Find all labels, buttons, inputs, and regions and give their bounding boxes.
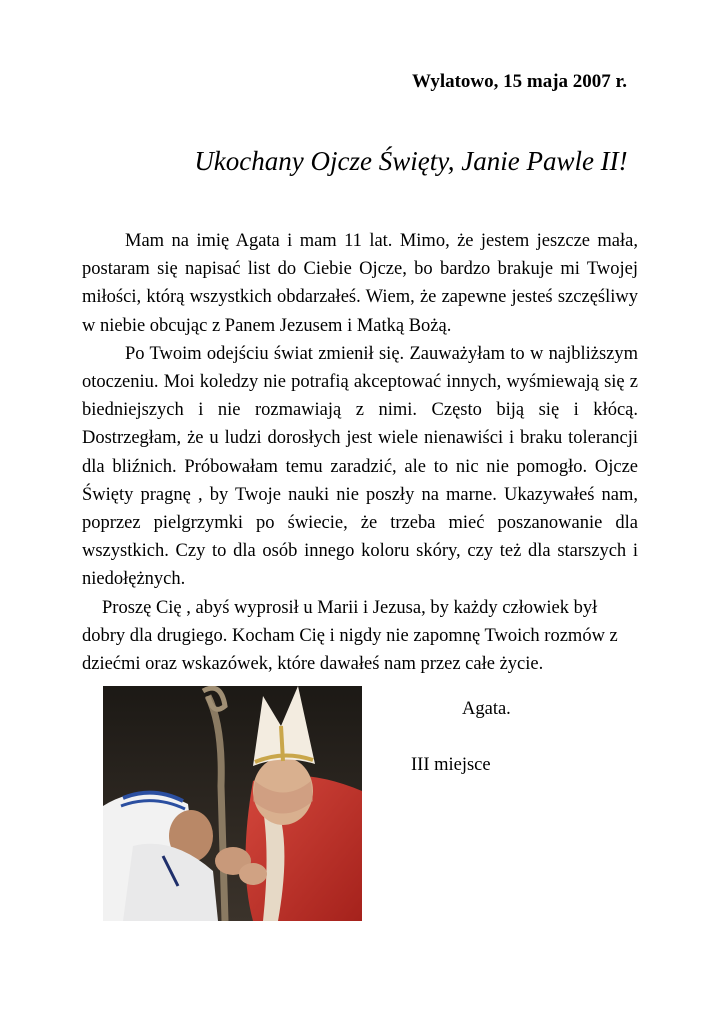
paragraph-3: Proszę Cię , abyś wyprosił u Marii i Jezusa, by każdy człowiek był dobry dla drugiego. Kocham Cię i nigdy nie zapomnę Twoich rozmów z dziećmi oraz wskazówek, które dawałeś nam przez całe życie. (82, 597, 618, 675)
paragraph-2: Po Twoim odejściu świat zmienił się. Zauważyłam to w najbliższym otoczeniu. Moi koledzy nie potrafią akceptować innych, wyśmiewają się z biedniejszych i nie rozmawiają z nimi. Często biją się i kłócą. Dostrzegłam, że u ludzi dorosłych jest wiele nienawiści i braku tolerancji dla bliźnich. Próbowałam temu zaradzić, ale to nic nie pomogło. Ojcze Święty pragnę , by Twoje nauki nie poszły na marne. Ukazywałeś nam, poprzez pielgrzymki po świecie, że trzeba mieć poszanowanie dla wszystkich. Czy to dla osób innego koloru skóry, czy też dla starszych i niedołężnych. (82, 343, 638, 590)
signature: Agata. (462, 699, 511, 719)
salutation-heading: Ukochany Ojcze Święty, Janie Pawle II! (194, 146, 628, 176)
photo-pope-with-nun (103, 686, 362, 921)
award-place: III miejsce (411, 755, 491, 775)
paragraph-1: Mam na imię Agata i mam 11 lat. Mimo, że jestem jeszcze mała, postaram się napisać list do Ciebie Ojcze, bo bardzo brakuje mi Twojej miłości, którą wszystkich obdarzałeś. Wiem, że zapewne jesteś szczęśliwy w niebie obcując z Panem Jezusem i Matką Bożą. (82, 231, 638, 336)
date-place: Wylatowo, 15 maja 2007 r. (412, 71, 627, 92)
letter-body (82, 227, 638, 678)
